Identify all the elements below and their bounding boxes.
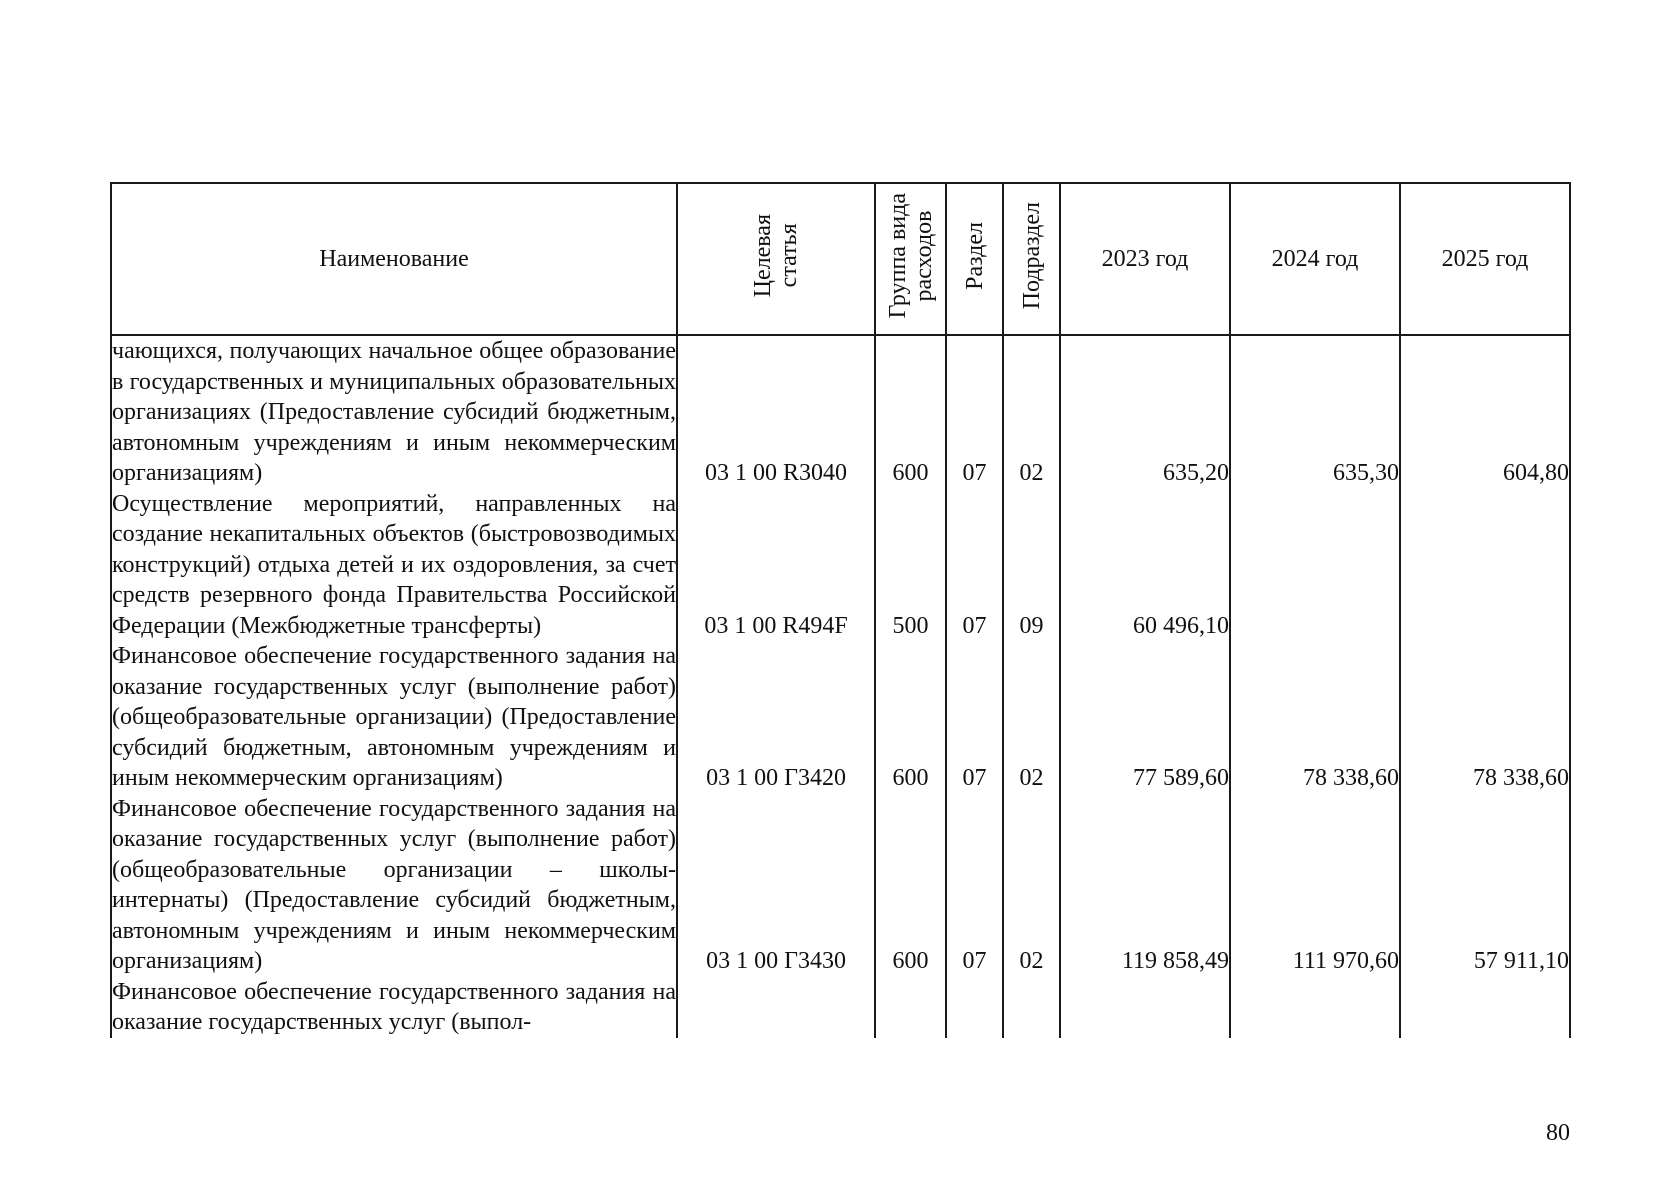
row-section-cell: 07 [946,641,1003,794]
row-subsection-cell: 02 [1003,335,1060,489]
row-subsection-cell: 02 [1003,794,1060,977]
row-2023-cell: 60 496,10 [1060,489,1230,642]
header-year-2023-label: 2023 год [1101,245,1189,272]
row-2024-cell: 111 970,60 [1230,794,1400,977]
table-row [111,489,1570,642]
header-year-2023 [1060,183,1230,335]
row-name-cell: чающихся, получающих начальное общее образование в государственных и муниципальных образовательных организациях (Предоставление субсидий бюджетным, автономным учреждениям и иным некоммерческим организациям) [111,335,677,489]
table-row [111,641,1570,794]
row-section-cell: 07 [946,489,1003,642]
row-section-cell: 07 [946,335,1003,489]
header-expense-group [875,183,946,335]
header-section [946,183,1003,335]
row-target-article-cell: 03 1 00 Г3430 [677,794,875,977]
row-2023-cell: 77 589,60 [1060,641,1230,794]
header-year-2024 [1230,183,1400,335]
row-expense-group-cell: 600 [875,794,946,977]
row-target-article-cell [677,977,875,1038]
header-row [111,183,1570,335]
row-2023-cell: 119 858,49 [1060,794,1230,977]
row-target-article-cell: 03 1 00 R494F [677,489,875,642]
row-2025-cell: 78 338,60 [1400,641,1570,794]
header-subsection [1003,183,1060,335]
row-2025-cell: 57 911,10 [1400,794,1570,977]
header-target-article [677,183,875,335]
header-section-label: Раздел [961,221,988,290]
row-2025-cell [1400,977,1570,1038]
row-2024-cell: 635,30 [1230,335,1400,489]
row-subsection-cell [1003,977,1060,1038]
header-target-article-label: Целевая статья [750,213,802,298]
table-row [111,794,1570,977]
page-number: 80 [1546,1120,1570,1146]
budget-table-container [110,182,1569,1100]
header-year-2025 [1400,183,1570,335]
row-name-cell: Финансовое обеспечение государственного задания на оказание государственных услуг (выполнение работ) (общеобразовательные организации – школы-интернаты) (Предоставление субсидий бюджетным, автономным учреждениям и иным некоммерческим организациям) [111,794,677,977]
row-expense-group-cell: 600 [875,335,946,489]
row-expense-group-cell: 600 [875,641,946,794]
row-2024-cell [1230,489,1400,642]
header-year-2024-label: 2024 год [1271,245,1359,272]
row-2025-cell [1400,489,1570,642]
row-name-cell: Финансовое обеспечение государственного задания на оказание государственных услуг (выпол- [111,977,677,1038]
row-expense-group-cell [875,977,946,1038]
header-year-2025-label: 2025 год [1441,245,1529,272]
row-2025-cell: 604,80 [1400,335,1570,489]
header-subsection-label: Подраздел [1018,201,1045,310]
row-expense-group-cell: 500 [875,489,946,642]
row-subsection-cell: 02 [1003,641,1060,794]
row-2023-cell: 635,20 [1060,335,1230,489]
table-header [111,183,1570,335]
budget-table [110,182,1571,1038]
row-target-article-cell: 03 1 00 R3040 [677,335,875,489]
row-target-article-cell: 03 1 00 Г3420 [677,641,875,794]
header-name [111,183,677,335]
header-name-label: Наименование [319,245,469,272]
row-name-cell: Осуществление мероприятий, направленных на создание некапитальных объектов (быстровозводимых конструкций) отдыха детей и их оздоровления, за счет средств резервного фонда Правительства Российской Федерации (Межбюджетные трансферты) [111,489,677,642]
row-2024-cell [1230,977,1400,1038]
row-2023-cell [1060,977,1230,1038]
row-2024-cell: 78 338,60 [1230,641,1400,794]
header-expense-group-label: Группа вида расходов [884,192,937,319]
table-body [111,335,1570,1038]
row-subsection-cell: 09 [1003,489,1060,642]
row-name-cell: Финансовое обеспечение государственного задания на оказание государственных услуг (выполнение работ) (общеобразовательные организации) (Предоставление субсидий бюджетным, автономным учреждениям и иным некоммерческим организациям) [111,641,677,794]
row-section-cell [946,977,1003,1038]
table-row [111,977,1570,1038]
row-section-cell: 07 [946,794,1003,977]
table-row [111,335,1570,489]
